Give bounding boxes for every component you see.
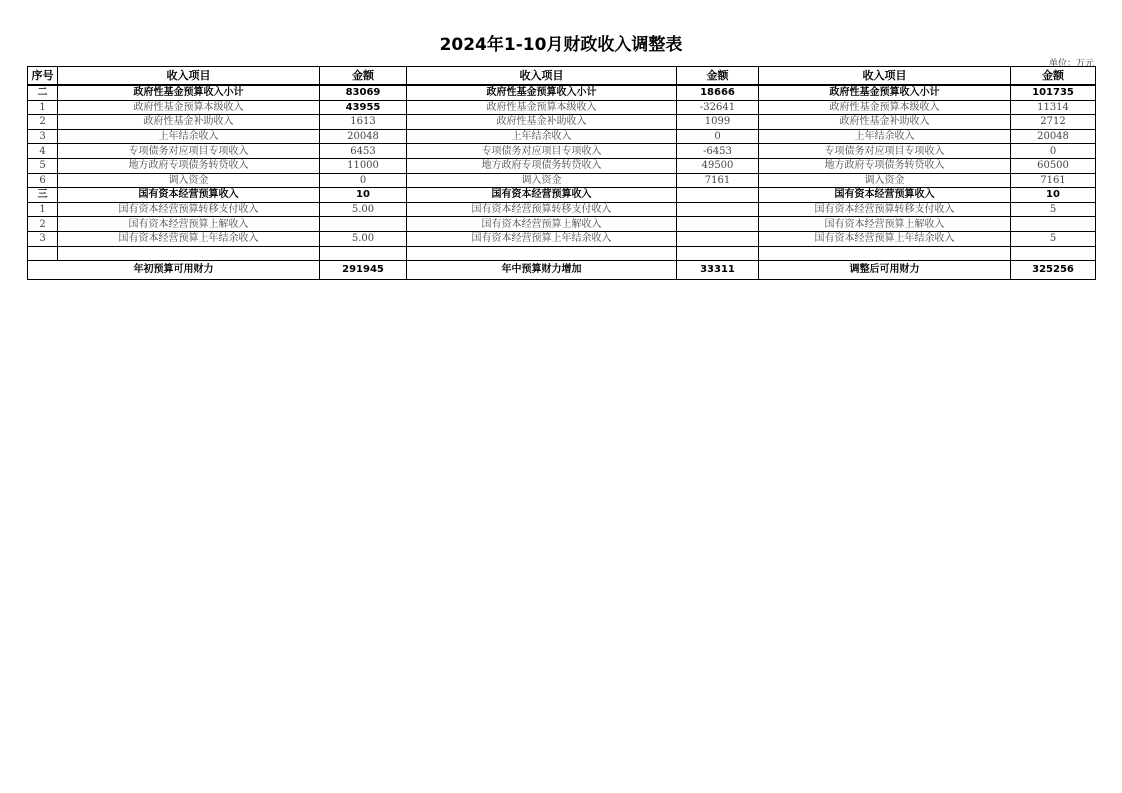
total-amount-initial: 291945 [320,260,407,279]
row-seq: 三 [28,188,58,203]
row-item-midyear: 调入资金 [407,173,677,188]
row-item-initial: 上年结余收入 [58,129,320,144]
header-amount-adjusted: 金额 [1011,67,1096,86]
row-amount-adjusted: 2712 [1011,115,1096,130]
row-amount-midyear: -6453 [677,144,759,159]
row-amount-midyear: -32641 [677,100,759,115]
header-item-midyear: 收入项目 [407,67,677,86]
row-item-midyear: 国有资本经营预算上解收入 [407,217,677,232]
header-item-initial: 收入项目 [58,67,320,86]
row-item-initial: 国有资本经营预算转移支付收入 [58,202,320,217]
row-seq: 2 [28,115,58,130]
row-amount-initial: 5.00 [320,202,407,217]
row-item-midyear: 上年结余收入 [407,129,677,144]
blank-cell [407,246,677,260]
table-row [28,231,1096,246]
row-item-initial: 政府性基金预算本级收入 [58,100,320,115]
row-item-adjusted: 国有资本经营预算收入 [759,188,1011,203]
row-amount-adjusted: 60500 [1011,158,1096,173]
row-item-adjusted: 政府性基金补助收入 [759,115,1011,130]
row-amount-adjusted: 20048 [1011,129,1096,144]
row-amount-adjusted: 0 [1011,144,1096,159]
row-amount-initial: 5.00 [320,231,407,246]
table-row [28,144,1096,159]
row-amount-midyear: 18666 [677,85,759,100]
row-item-midyear: 专项债务对应项目专项收入 [407,144,677,159]
row-item-midyear: 国有资本经营预算转移支付收入 [407,202,677,217]
row-item-adjusted: 专项债务对应项目专项收入 [759,144,1011,159]
row-amount-adjusted: 11314 [1011,100,1096,115]
row-amount-initial: 6453 [320,144,407,159]
total-label-adjusted: 调整后可用财力 [759,260,1011,279]
total-label-initial: 年初预算可用财力 [28,260,320,279]
table-row [28,129,1096,144]
row-seq: 二 [28,85,58,100]
row-item-initial: 国有资本经营预算收入 [58,188,320,203]
row-amount-initial: 10 [320,188,407,203]
totals-row [28,260,1096,279]
blank-cell [28,246,58,260]
row-item-midyear: 国有资本经营预算收入 [407,188,677,203]
table-row [28,202,1096,217]
row-amount-adjusted [1011,217,1096,232]
row-item-initial: 地方政府专项债务转贷收入 [58,158,320,173]
revenue-adjustment-table [27,66,1096,280]
row-amount-initial: 1613 [320,115,407,130]
row-item-initial: 专项债务对应项目专项收入 [58,144,320,159]
row-item-adjusted: 地方政府专项债务转贷收入 [759,158,1011,173]
row-seq: 1 [28,100,58,115]
page-title: 2024年1-10月财政收入调整表 [439,35,683,55]
row-item-midyear: 政府性基金补助收入 [407,115,677,130]
row-item-initial: 国有资本经营预算上年结余收入 [58,231,320,246]
row-amount-midyear: 7161 [677,173,759,188]
blank-cell [677,246,759,260]
row-item-initial: 政府性基金补助收入 [58,115,320,130]
row-item-adjusted: 国有资本经营预算上年结余收入 [759,231,1011,246]
row-item-initial: 调入资金 [58,173,320,188]
row-item-adjusted: 国有资本经营预算转移支付收入 [759,202,1011,217]
header-amount-midyear: 金额 [677,67,759,86]
row-amount-adjusted: 5 [1011,231,1096,246]
total-amount-midyear: 33311 [677,260,759,279]
row-amount-adjusted: 7161 [1011,173,1096,188]
row-amount-adjusted: 10 [1011,188,1096,203]
row-item-midyear: 地方政府专项债务转贷收入 [407,158,677,173]
blank-row [28,246,1096,260]
table-row [28,217,1096,232]
row-seq: 6 [28,173,58,188]
row-item-adjusted: 政府性基金预算收入小计 [759,85,1011,100]
table-header-row [28,67,1096,86]
row-item-initial: 政府性基金预算收入小计 [58,85,320,100]
row-amount-initial: 83069 [320,85,407,100]
total-label-midyear: 年中预算财力增加 [407,260,677,279]
row-amount-adjusted: 5 [1011,202,1096,217]
row-amount-midyear [677,231,759,246]
row-seq: 2 [28,217,58,232]
row-item-midyear: 政府性基金预算本级收入 [407,100,677,115]
total-amount-adjusted: 325256 [1011,260,1096,279]
row-item-adjusted: 调入资金 [759,173,1011,188]
row-item-adjusted: 国有资本经营预算上解收入 [759,217,1011,232]
row-amount-midyear: 0 [677,129,759,144]
row-amount-midyear: 49500 [677,158,759,173]
row-amount-initial: 11000 [320,158,407,173]
blank-cell [58,246,320,260]
row-amount-initial: 43955 [320,100,407,115]
row-seq: 5 [28,158,58,173]
header-item-adjusted: 收入项目 [759,67,1011,86]
row-amount-adjusted: 101735 [1011,85,1096,100]
row-item-adjusted: 上年结余收入 [759,129,1011,144]
blank-cell [759,246,1011,260]
table-row [28,173,1096,188]
row-amount-midyear [677,217,759,232]
row-seq: 3 [28,129,58,144]
row-amount-midyear: 1099 [677,115,759,130]
table-row [28,85,1096,100]
row-seq: 4 [28,144,58,159]
row-item-adjusted: 政府性基金预算本级收入 [759,100,1011,115]
table-row [28,115,1096,130]
blank-cell [320,246,407,260]
row-amount-midyear [677,188,759,203]
blank-cell [1011,246,1096,260]
row-amount-initial [320,217,407,232]
row-amount-midyear [677,202,759,217]
header-amount-initial: 金额 [320,67,407,86]
header-seq: 序号 [28,67,58,86]
unit-label: 单位：万元 [1048,59,1094,69]
table-row [28,158,1096,173]
table-row [28,100,1096,115]
row-item-midyear: 政府性基金预算收入小计 [407,85,677,100]
row-amount-initial: 20048 [320,129,407,144]
row-amount-initial: 0 [320,173,407,188]
row-seq: 3 [28,231,58,246]
row-item-initial: 国有资本经营预算上解收入 [58,217,320,232]
table-row [28,188,1096,203]
row-seq: 1 [28,202,58,217]
row-item-midyear: 国有资本经营预算上年结余收入 [407,231,677,246]
